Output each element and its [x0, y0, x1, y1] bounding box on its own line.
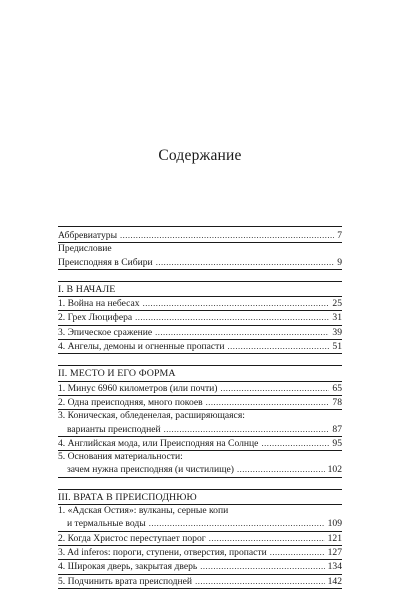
toc-entry-page: 142	[327, 575, 342, 587]
page-title: Содержание	[158, 147, 242, 164]
toc-entry-title: 2. Грех Люцифера	[58, 312, 133, 324]
leader-dots	[164, 423, 330, 435]
toc-front-matter	[58, 226, 342, 270]
toc-entry[interactable]	[58, 532, 342, 546]
toc-entry-page: 134	[327, 561, 342, 573]
toc-entry[interactable]	[58, 575, 342, 589]
toc-entry-title: 4. Широкая дверь, закрытая дверь	[58, 561, 198, 573]
toc-entry[interactable]	[58, 382, 342, 396]
toc-entry[interactable]	[58, 311, 342, 325]
leader-dots	[270, 546, 325, 558]
toc-entry-title: 1. Минус 6960 километров (или почти)	[58, 382, 218, 394]
table-of-contents	[58, 226, 342, 589]
leader-dots	[209, 532, 325, 544]
toc-entry-title: 2. Одна преисподняя, много покоев	[58, 396, 203, 408]
toc-entry-page: 65	[332, 382, 342, 394]
leader-dots	[156, 256, 335, 268]
toc-entry-page: 7	[337, 230, 342, 241]
toc-section	[58, 281, 342, 354]
section-heading: III. ВРАТА В ПРЕИСПОДНЮЮ	[58, 492, 342, 505]
leader-dots	[195, 575, 325, 587]
toc-entry[interactable]	[58, 256, 342, 270]
toc-entry[interactable]	[58, 340, 342, 354]
toc-entry[interactable]	[58, 463, 342, 477]
toc-entry[interactable]	[58, 423, 342, 437]
toc-entry-page: 31	[332, 312, 342, 324]
toc-entry-title: 1. Война на небесах	[58, 298, 140, 310]
toc-entry-page: 9	[337, 256, 342, 268]
toc-entry-page: 25	[332, 298, 342, 310]
toc-preface-label: Предисловие	[58, 243, 112, 255]
toc-entry-page: 87	[332, 423, 342, 435]
toc-entry[interactable]	[58, 297, 342, 311]
leader-dots	[149, 517, 325, 529]
leader-dots	[261, 437, 329, 449]
toc-entry-page: 109	[327, 518, 342, 530]
leader-dots	[227, 340, 329, 352]
toc-entry[interactable]	[58, 229, 342, 243]
toc-section	[58, 365, 342, 477]
toc-entry-page: 121	[327, 532, 342, 544]
toc-entry-title: 3. Коническая, обледенелая, расширяющаяся:	[58, 410, 245, 422]
toc-entry[interactable]	[58, 326, 342, 340]
toc-entry-title: 2. Когда Христос переступает порог	[58, 532, 206, 544]
toc-entry-title: 4. Английская мода, или Преисподняя на Солнце	[58, 437, 259, 449]
leader-dots	[135, 311, 329, 323]
toc-entry-title-cont: зачем нужна преисподняя (и чистилище)	[67, 464, 234, 476]
toc-entry-title: 3. Эпическое сражение	[58, 326, 153, 338]
toc-entry-title: 4. Ангелы, демоны и огненные пропасти	[58, 341, 225, 353]
leader-dots	[120, 229, 334, 241]
leader-dots	[206, 396, 330, 408]
toc-entry[interactable]	[58, 560, 342, 574]
toc-entry-page: 95	[332, 437, 342, 449]
toc-entry[interactable]	[58, 437, 342, 451]
toc-entry-title: 5. Подчинить врата преисподней	[58, 575, 193, 587]
toc-entry-title: Преисподняя в Сибири	[58, 256, 153, 268]
toc-entry-page: 78	[332, 396, 342, 408]
toc-entry-title: 5. Основания материальности:	[58, 451, 183, 463]
toc-entry[interactable]	[58, 517, 342, 531]
leader-dots	[200, 560, 324, 572]
leader-dots	[237, 463, 325, 475]
toc-entry-page: 51	[332, 341, 342, 353]
leader-dots	[155, 326, 329, 338]
toc-entry[interactable]	[58, 546, 342, 560]
toc-entry-title-cont: и термальные воды	[67, 518, 146, 530]
leader-dots	[143, 297, 330, 309]
section-heading: I. В НАЧАЛЕ	[58, 284, 342, 297]
toc-section	[58, 489, 342, 589]
toc-entry[interactable]	[58, 396, 342, 410]
leader-dots	[220, 382, 329, 394]
toc-entry-page: 127	[327, 546, 342, 558]
toc-entry-page: 102	[327, 464, 342, 476]
toc-entry-page: 39	[332, 326, 342, 338]
toc-entry-title: Аббревиатуры	[58, 230, 118, 241]
toc-entry-title: 1. «Адская Остия»: вулканы, серные копи	[58, 505, 229, 517]
toc-entry-title-cont: варианты преисподней	[67, 423, 161, 435]
toc-entry-title: 3. Ad inferos: пороги, ступени, отверстия, пропасти	[58, 546, 267, 558]
section-heading: II. МЕСТО И ЕГО ФОРМА	[58, 368, 342, 381]
